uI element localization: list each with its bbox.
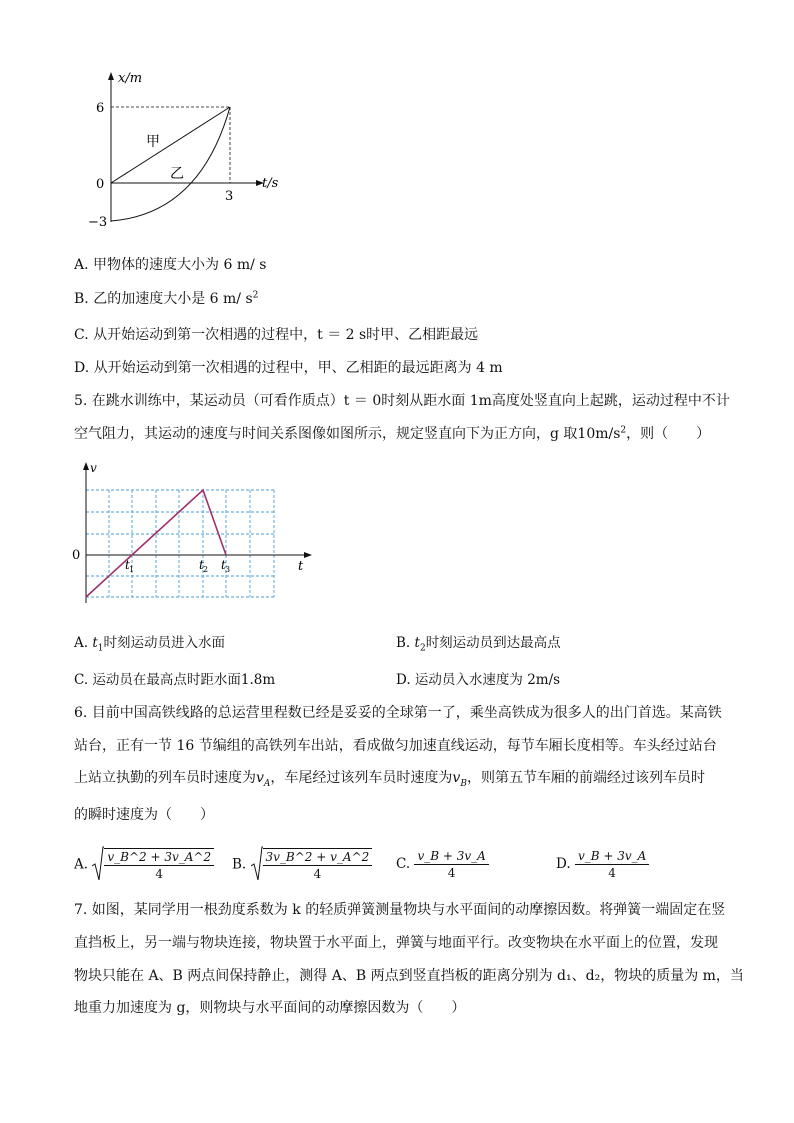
q6-line4: 的瞬时速度为（ ）: [74, 807, 214, 823]
q5-option-b-text: 时刻运动员到达最高点: [425, 635, 561, 651]
q4-option-a: A. 甲物体的速度大小为 6 m/ s: [74, 257, 267, 273]
label-jia: 甲: [146, 134, 160, 150]
q6-option-b-sqrt: [251, 848, 373, 882]
t1-label: t: [125, 558, 130, 572]
q6-var-va: v: [256, 770, 264, 786]
q5-option-a-label: A.: [74, 635, 93, 651]
q6-line2: 站台，正有一节 16 节编组的高铁列车出站，看成做匀加速直线运动，每节车厢长度相等。车头经过站台: [74, 738, 717, 754]
origin-label: 0: [72, 548, 81, 563]
vt-graph: [66, 458, 326, 608]
v-label: v: [90, 461, 97, 475]
radical-icon: [92, 846, 104, 882]
q4-option-b: [74, 290, 258, 308]
q6-line3-a: 上站立执勤的列车员时速度为: [74, 770, 256, 786]
q5-option-b-var: t: [414, 635, 420, 651]
q5-line2-sup: 2: [620, 425, 627, 436]
q7-line1: 7. 如图，某同学用一根劲度系数为 k 的轻质弹簧测量物块与水平面间的动摩擦因数。将弹簧一端固定在竖: [74, 902, 726, 918]
q6-line3-c: ，则第五节车厢的前端经过该列车员时: [466, 770, 705, 786]
q5-option-a: [74, 634, 225, 652]
q6-option-d: [556, 848, 649, 881]
q5-option-b-label: B.: [396, 635, 415, 651]
q5-option-a-sub: 1: [97, 643, 104, 654]
q6-option-d-label: D.: [556, 856, 571, 872]
radical-icon: [251, 846, 263, 882]
q5-option-a-var: t: [92, 635, 98, 651]
q6-line1: 6. 目前中国高铁线路的总运营里程数已经是妥妥的全球第一了，乘坐高铁成为很多人的出门首选。某高铁: [74, 705, 722, 721]
t1-sub: 1: [129, 565, 135, 574]
t3-label: t: [221, 558, 226, 572]
q5-line2: [74, 425, 710, 443]
q6-line3-b: ，车尾经过该列车员时速度为: [270, 770, 453, 786]
t-label: t: [298, 559, 304, 574]
q6-var-va-sub: A: [263, 778, 271, 789]
q6-option-c-label: C.: [396, 856, 411, 872]
t-axis-arrow: [304, 552, 312, 558]
q6-option-a-num: v_B^2 + 3v_A^2: [104, 848, 214, 866]
t3-sub: 3: [225, 565, 231, 574]
q6-var-vb-sub: B: [460, 778, 467, 789]
q5-line2-text: 空气阻力，其运动的速度与时间关系图像如图所示，规定竖直向下为正方向，g 取10m/s: [74, 426, 621, 442]
v-axis-arrow: [83, 462, 89, 470]
curve-yi: [111, 107, 230, 221]
y-tick-0: 0: [96, 177, 105, 192]
q7-line4: 地重力加速度为 g，则物块与水平面间的动摩擦因数为（ ）: [74, 1000, 466, 1016]
q6-option-a: [74, 848, 214, 882]
q4-option-b-text: B. 乙的加速度大小是 6 m/ s: [74, 291, 253, 307]
q6-option-c-den: 4: [447, 866, 456, 880]
q6-option-b-num: 3v_B^2 + v_A^2: [263, 848, 373, 866]
q5-option-b: [396, 634, 561, 652]
y-tick-neg3: −3: [88, 215, 108, 230]
y-tick-6: 6: [96, 101, 105, 116]
q6-option-c: [396, 848, 489, 881]
q5-line2-end: ，则（ ）: [626, 426, 711, 442]
q6-option-b-den: 4: [313, 867, 322, 881]
t-axis-label: t/s: [262, 176, 279, 191]
q6-option-a-den: 4: [155, 867, 164, 881]
q6-option-a-sqrt: [92, 848, 214, 882]
q6-option-b-label: B.: [232, 856, 247, 873]
x-axis-arrow: [108, 72, 114, 80]
x-axis-label: x/m: [118, 71, 143, 86]
t2-label: t: [199, 558, 204, 572]
x-tick-3: 3: [225, 189, 234, 204]
q7-line2: 直挡板上，另一端与物块连接，物块置于水平面上，弹簧与地面平行。改变物块在水平面上的位置，发现: [74, 935, 718, 951]
q7-line3: 物块只能在 A、B 两点间保持静止，测得 A、B 两点到竖直挡板的距离分别为 d₁、d₂，物块的质量为 m，当: [74, 968, 744, 984]
q4-option-b-sup: 2: [252, 290, 259, 301]
label-yi: 乙: [170, 166, 184, 182]
q5-option-c: C. 运动员在最高点时距水面1.8m: [74, 672, 276, 688]
q5-option-a-text: 时刻运动员进入水面: [103, 635, 226, 651]
q6-option-b: [232, 848, 372, 882]
q6-var-vb: v: [452, 770, 461, 786]
q6-option-d-den: 4: [608, 866, 616, 880]
q6-option-d-num: v_B + 3v_A: [575, 848, 649, 865]
q5-option-b-sub: 2: [419, 643, 426, 654]
q6-option-c-num: v_B + 3v_A: [414, 848, 488, 865]
t2-sub: 2: [203, 565, 209, 574]
xt-graph: [80, 68, 300, 238]
q5-option-d: D. 运动员入水速度为 2m/s: [396, 672, 561, 688]
q4-option-c: C. 从开始运动到第一次相遇的过程中，t ＝ 2 s时甲、乙相距最远: [74, 327, 479, 343]
q5-line1: 5. 在跳水训练中，某运动员（可看作质点）t ＝ 0时刻从距水面 1m高度处竖直向上起跳，运动过程中不计: [74, 393, 730, 409]
q4-option-d: D. 从开始运动到第一次相遇的过程中，甲、乙相距的最远距离为 4 m: [74, 360, 503, 376]
grid: [86, 490, 274, 597]
q6-option-a-label: A.: [74, 856, 89, 873]
q6-line3: [74, 769, 705, 787]
